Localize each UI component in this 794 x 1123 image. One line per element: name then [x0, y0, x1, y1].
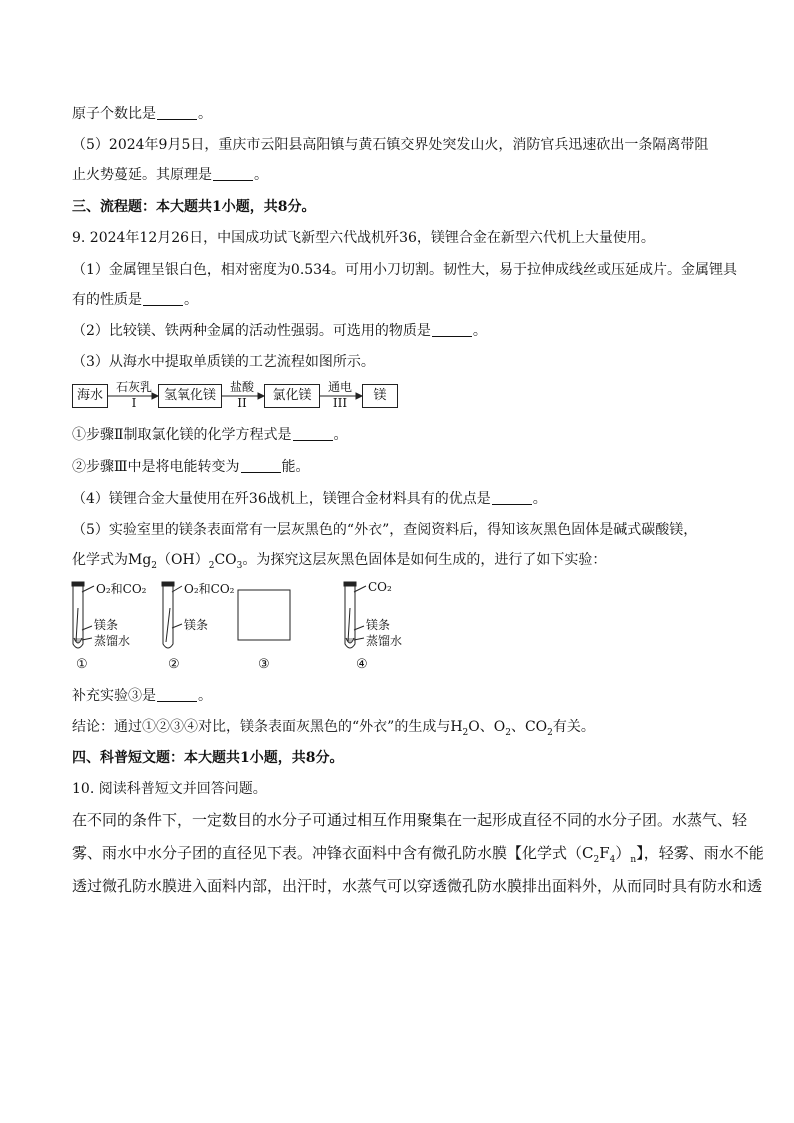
flow-box-chloride: 氯化镁: [264, 384, 320, 408]
text-line: ①步骤Ⅱ制取氯化镁的化学方程式是 。: [72, 427, 348, 443]
gas-label: O₂和CO₂: [96, 582, 147, 596]
experiment-diagram: [60, 578, 440, 678]
flow-box-hydroxide: 氢氧化镁: [158, 384, 222, 408]
experiment-number: ③: [258, 657, 270, 672]
gas-label: CO₂: [368, 580, 392, 594]
flow-step-number: II: [237, 396, 247, 410]
section-heading: 四、科普短文题：本大题共1小题，共8分。: [72, 750, 344, 766]
strip-label: 镁条: [94, 618, 119, 632]
flow-step-label: 盐酸: [229, 380, 254, 394]
text-line: （1）金属锂呈银白色，相对密度为0.534。可用小刀切割。韧性大，易于拉伸成线丝或压延成片。金属锂具: [72, 262, 737, 278]
water-label: 蒸馏水: [366, 634, 403, 648]
experiment-number: ②: [168, 657, 180, 672]
flow-box-seawater: 海水: [72, 384, 108, 408]
text-line: 补充实验③是 。: [72, 688, 212, 704]
experiment-number: ④: [356, 657, 368, 672]
text-line: 化学式为$Mg_2(OH)_2CO_3$。为探究这层灰黑色固体是如何生成的，进行了如下实验：: [72, 552, 607, 571]
answer-blank[interactable]: [143, 291, 183, 306]
section-heading: 三、流程题：本大题共1小题，共8分。: [72, 199, 316, 215]
strip-label: 镁条: [366, 618, 391, 632]
text-line: 原子个数比是 。: [72, 106, 212, 122]
paragraph-line: 透过微孔防水膜进入面料内部，出汗时，水蒸气可以穿透微孔防水膜排出面料外，从而同时具有防水和透: [72, 877, 763, 895]
flow-step-number: I: [131, 396, 137, 410]
flow-step-label: 通电: [327, 380, 352, 394]
answer-blank[interactable]: [492, 490, 532, 505]
gas-label: O₂和CO₂: [184, 582, 235, 596]
answer-blank[interactable]: [241, 458, 281, 473]
answer-blank[interactable]: [157, 687, 197, 702]
process-flow-diagram: [72, 380, 402, 412]
water-label: 蒸馏水: [94, 634, 131, 648]
text-line: （4）镁锂合金大量使用在歼36战机上，镁锂合金材料具有的优点是 。: [72, 491, 547, 507]
text-line: （5）实验室里的镁条表面常有一层灰黑色的“外衣”，查阅资料后，得知该灰黑色固体是碱式碳酸镁，: [72, 522, 698, 538]
answer-blank[interactable]: [432, 322, 472, 337]
paragraph-line: 在不同的条件下，一定数目的水分子可通过相互作用聚集在一起形成直径不同的水分子团。水蒸气、轻: [72, 811, 748, 829]
text-line: （3）从海水中提取单质镁的工艺流程如图所示。: [72, 354, 375, 370]
question-title: 9. 2024年12月26日，中国成功试飞新型六代战机歼36，镁锂合金在新型六代机上大量使用。: [72, 230, 655, 246]
text-line: （5）2024年9月5日，重庆市云阳县高阳镇与黄石镇交界处突发山火，消防官兵迅速砍出一条隔离带阻: [72, 137, 709, 153]
flow-arrows: [72, 384, 402, 412]
conclusion-line: 结论：通过①②③④对比，镁条表面灰黑色的“外衣”的生成与$H_2O$、$O_2$、$CO_2$有关。: [72, 719, 595, 738]
text-line: ②步骤Ⅲ中是将电能转变为 能。: [72, 459, 310, 475]
text-line: 有的性质是 。: [72, 292, 198, 308]
flow-step-label: 石灰乳: [115, 380, 152, 394]
paragraph-line: 雾、雨水中水分子团的直径见下表。冲锋衣面料中含有微孔防水膜【化学式$(C_2F_4)_n$】，轻雾、雨水不能: [72, 844, 764, 865]
strip-label: 镁条: [184, 618, 209, 632]
experiment-number: ①: [76, 657, 88, 672]
answer-blank[interactable]: [293, 426, 333, 441]
text-line: （2）比较镁、铁两种金属的活动性强弱。可选用的物质是 。: [72, 323, 487, 339]
answer-blank[interactable]: [213, 166, 253, 181]
answer-blank[interactable]: [157, 105, 197, 120]
text-line: 止火势蔓延。其原理是 。: [72, 167, 268, 183]
flow-box-magnesium: 镁: [362, 384, 398, 408]
flow-step-number: III: [332, 396, 348, 410]
question-title: 10. 阅读科普短文并回答问题。: [72, 781, 267, 797]
